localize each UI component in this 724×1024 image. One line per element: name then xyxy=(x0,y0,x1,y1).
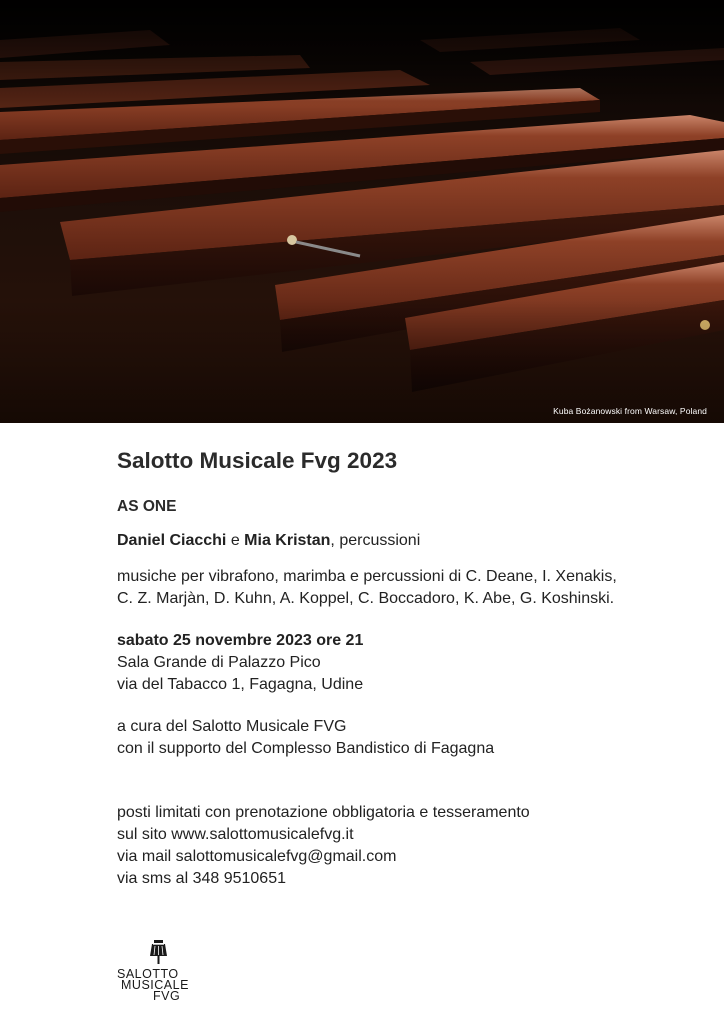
photo-credit: Kuba Bożanowski from Warsaw, Poland xyxy=(553,406,707,416)
ensemble-name: AS ONE xyxy=(117,498,177,515)
curated-line: a cura del Salotto Musicale FVG xyxy=(117,718,347,735)
booking-info xyxy=(117,802,530,890)
program-line: C. Z. Marjàn, D. Kuhn, A. Koppel, C. Boccadoro, K. Abe, G. Koshinski. xyxy=(117,590,615,607)
logo-line-1: SALOTTO xyxy=(117,967,179,981)
performer-2: Mia Kristan xyxy=(244,532,331,549)
curated-line: con il supporto del Complesso Bandistico di Fagagna xyxy=(117,740,495,757)
booking-line: posti limitati con prenotazione obbligatoria e tesseramento xyxy=(117,804,530,821)
booking-email: via mail salottomusicalefvg@gmail.com xyxy=(117,848,397,865)
event-info xyxy=(117,630,363,696)
marimba-bars-illustration xyxy=(0,0,724,423)
booking-website: sul sito www.salottomusicalefvg.it xyxy=(117,826,354,843)
performers-line xyxy=(117,532,420,550)
curated-by xyxy=(117,716,494,760)
event-venue: Sala Grande di Palazzo Pico xyxy=(117,654,321,671)
booking-sms: via sms al 348 9510651 xyxy=(117,870,286,887)
event-address: via del Tabacco 1, Fagagna, Udine xyxy=(117,676,364,693)
performers-role: , percussioni xyxy=(330,532,421,549)
program-text xyxy=(117,566,617,610)
salotto-musicale-logo xyxy=(117,938,209,1008)
event-date: sabato 25 novembre 2023 ore 21 xyxy=(117,632,364,649)
page-title: Salotto Musicale Fvg 2023 xyxy=(117,448,398,473)
performer-1: Daniel Ciacchi xyxy=(117,532,227,549)
performers-conjunction: e xyxy=(226,532,245,549)
program-line: musiche per vibrafono, marimba e percussioni di C. Deane, I. Xenakis, xyxy=(117,568,617,585)
marimba-photo xyxy=(0,0,724,423)
logo-line-2: MUSICALE xyxy=(121,978,189,992)
logo-line-3: FVG xyxy=(153,989,181,1003)
